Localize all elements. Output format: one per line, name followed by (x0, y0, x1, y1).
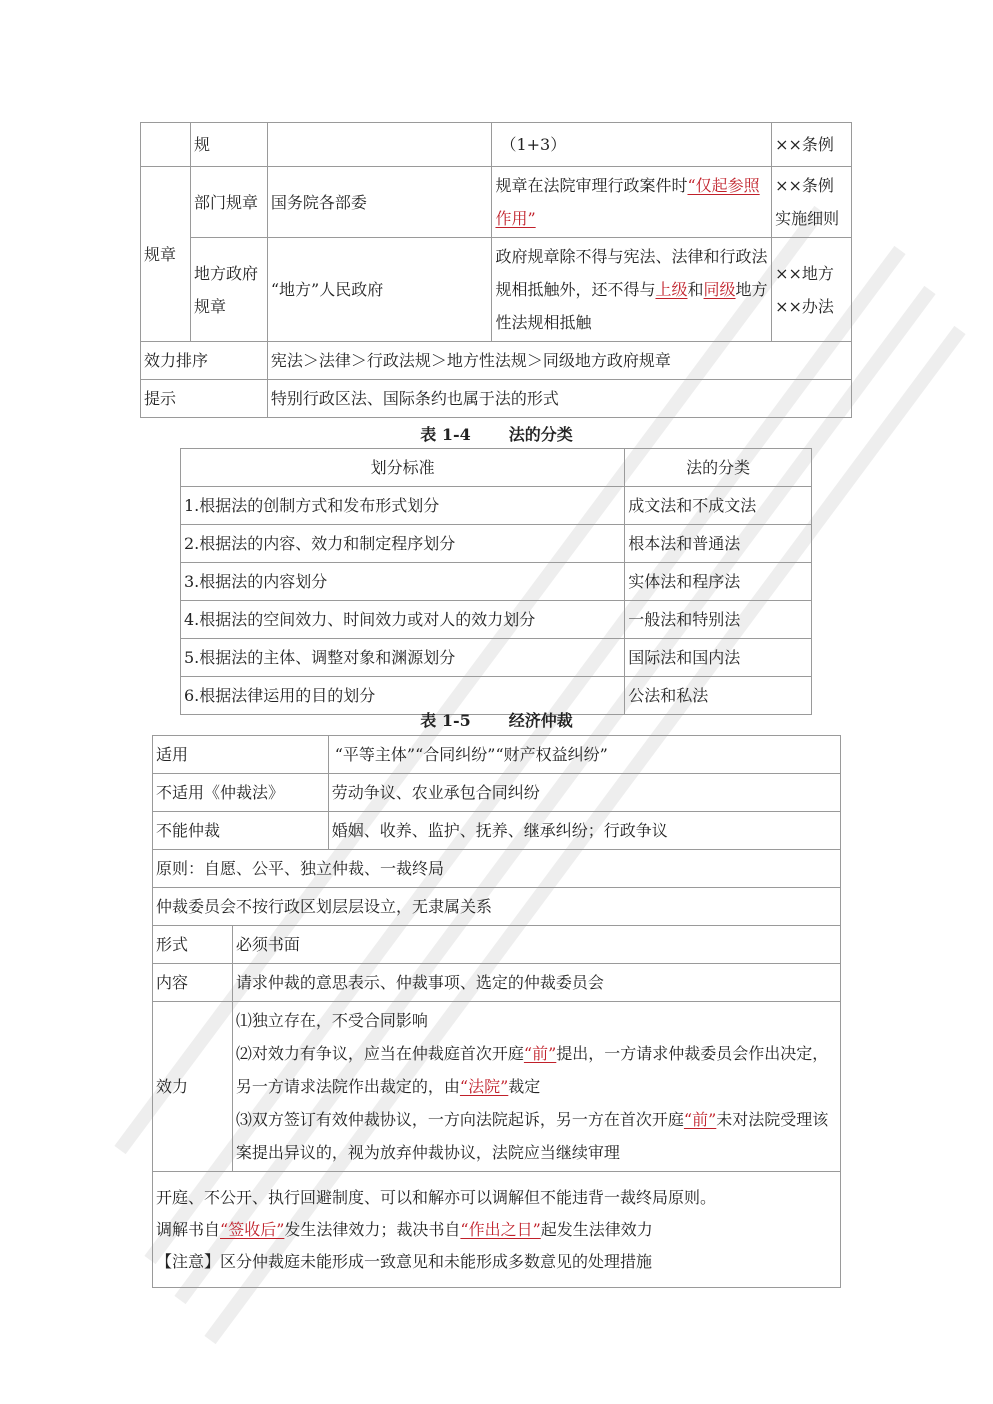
final-notes: 开庭、不公开、执行回避制度、可以和解亦可以调解但不能违背一裁终局原则。 调解书自“签收后”发生法律效力；裁决书自“作出之日”起发生法律效力 【注意】区分仲裁庭未能形成一致意见和未能形成多数意见的处理措施 (153, 1172, 841, 1288)
highlight: “前” (523, 1044, 557, 1063)
order-label: 效力排序 (141, 342, 268, 380)
content-value: 请求仲裁的意思表示、仲裁事项、选定的仲裁委员会 (232, 964, 840, 1002)
form-cell: ××条例 (772, 123, 852, 167)
criterion-cell: 2.根据法的内容、效力和制定程序划分 (181, 525, 625, 563)
tip-label: 提示 (141, 380, 268, 418)
note-cell: 政府规章除不得与宪法、法律和行政法规相抵触外，还不得与上级和同级地方性法规相抵触 (492, 238, 772, 342)
highlight: “作出之日” (460, 1219, 541, 1239)
apply-value: “平等主体”“合同纠纷”“财产权益纠纷” (328, 736, 840, 774)
highlight: “法院” (459, 1077, 509, 1096)
cannot-label: 不能仲裁 (153, 812, 329, 850)
category-cell: 实体法和程序法 (625, 563, 812, 601)
table-caption: 表 1-5 经济仲裁 (420, 711, 573, 730)
issuer-cell: 国务院各部委 (267, 167, 492, 238)
committee-row: 仲裁委员会不按行政区划层层设立，无隶属关系 (153, 888, 841, 926)
highlight: “前” (683, 1110, 717, 1129)
form-cell: ××条例实施细则 (772, 167, 852, 238)
arbitration-table (152, 735, 841, 1288)
law-classification-table (180, 448, 812, 715)
category-cell: 公法和私法 (625, 677, 812, 715)
empty-cell (267, 123, 492, 167)
empty-cell (141, 123, 191, 167)
criterion-cell: 4.根据法的空间效力、时间效力或对人的效力划分 (181, 601, 625, 639)
effect-label: 效力 (153, 1002, 233, 1172)
highlight: “签收后” (220, 1219, 285, 1239)
category-cell: 根本法和普通法 (625, 525, 812, 563)
order-value: 宪法＞法律＞行政法规＞地方性法规＞同级地方政府规章 (267, 342, 851, 380)
form-label: 形式 (153, 926, 233, 964)
principle-row: 原则：自愿、公平、独立仲裁、一裁终局 (153, 850, 841, 888)
form-cell: ××地方××办法 (772, 238, 852, 342)
category-cell: 国际法和国内法 (625, 639, 812, 677)
criterion-cell: 6.根据法律运用的目的划分 (181, 677, 625, 715)
category-cell: 一般法和特别法 (625, 601, 812, 639)
apply-label: 适用 (153, 736, 329, 774)
criterion-cell: 1.根据法的创制方式和发布形式划分 (181, 487, 625, 525)
highlight: 上级 (655, 280, 688, 299)
criterion-cell: 3.根据法的内容划分 (181, 563, 625, 601)
type-cell: 地方政府规章 (190, 238, 267, 342)
header-cell: 划分标准 (181, 449, 625, 487)
highlight: 同级 (703, 280, 736, 299)
content-label: 内容 (153, 964, 233, 1002)
criterion-cell: 5.根据法的主体、调整对象和渊源划分 (181, 639, 625, 677)
row-label: 规 (190, 123, 267, 167)
highlight: “仅起参照作用” (495, 176, 760, 228)
issuer-cell: “地方”人民政府 (267, 238, 492, 342)
tip-value: 特别行政区法、国际条约也属于法的形式 (267, 380, 851, 418)
note-cell: （1+3） (492, 123, 772, 167)
law-forms-table (140, 122, 852, 418)
type-cell: 部门规章 (190, 167, 267, 238)
effect-value: ⑴独立存在，不受合同影响 ⑵对效力有争议，应当在仲裁庭首次开庭“前”提出，一方请求仲裁委员会作出决定，另一方请求法院作出裁定的，由“法院”裁定 ⑶双方签订有效仲裁协议，一方向法院起诉，另一方在首次开庭“前”未对法院受理该案提出异议的，视为放弃仲裁协议，法院应当继续审理 (232, 1002, 840, 1172)
cannot-value: 婚姻、收养、监护、抚养、继承纠纷；行政争议 (328, 812, 840, 850)
group-label: 规章 (141, 167, 191, 342)
table-caption: 表 1-4 法的分类 (420, 425, 573, 444)
form-value: 必须书面 (232, 926, 840, 964)
header-cell: 法的分类 (625, 449, 812, 487)
notapply-label: 不适用《仲裁法》 (153, 774, 329, 812)
note-cell: 规章在法院审理行政案件时“仅起参照作用” (492, 167, 772, 238)
notapply-value: 劳动争议、农业承包合同纠纷 (328, 774, 840, 812)
category-cell: 成文法和不成文法 (625, 487, 812, 525)
